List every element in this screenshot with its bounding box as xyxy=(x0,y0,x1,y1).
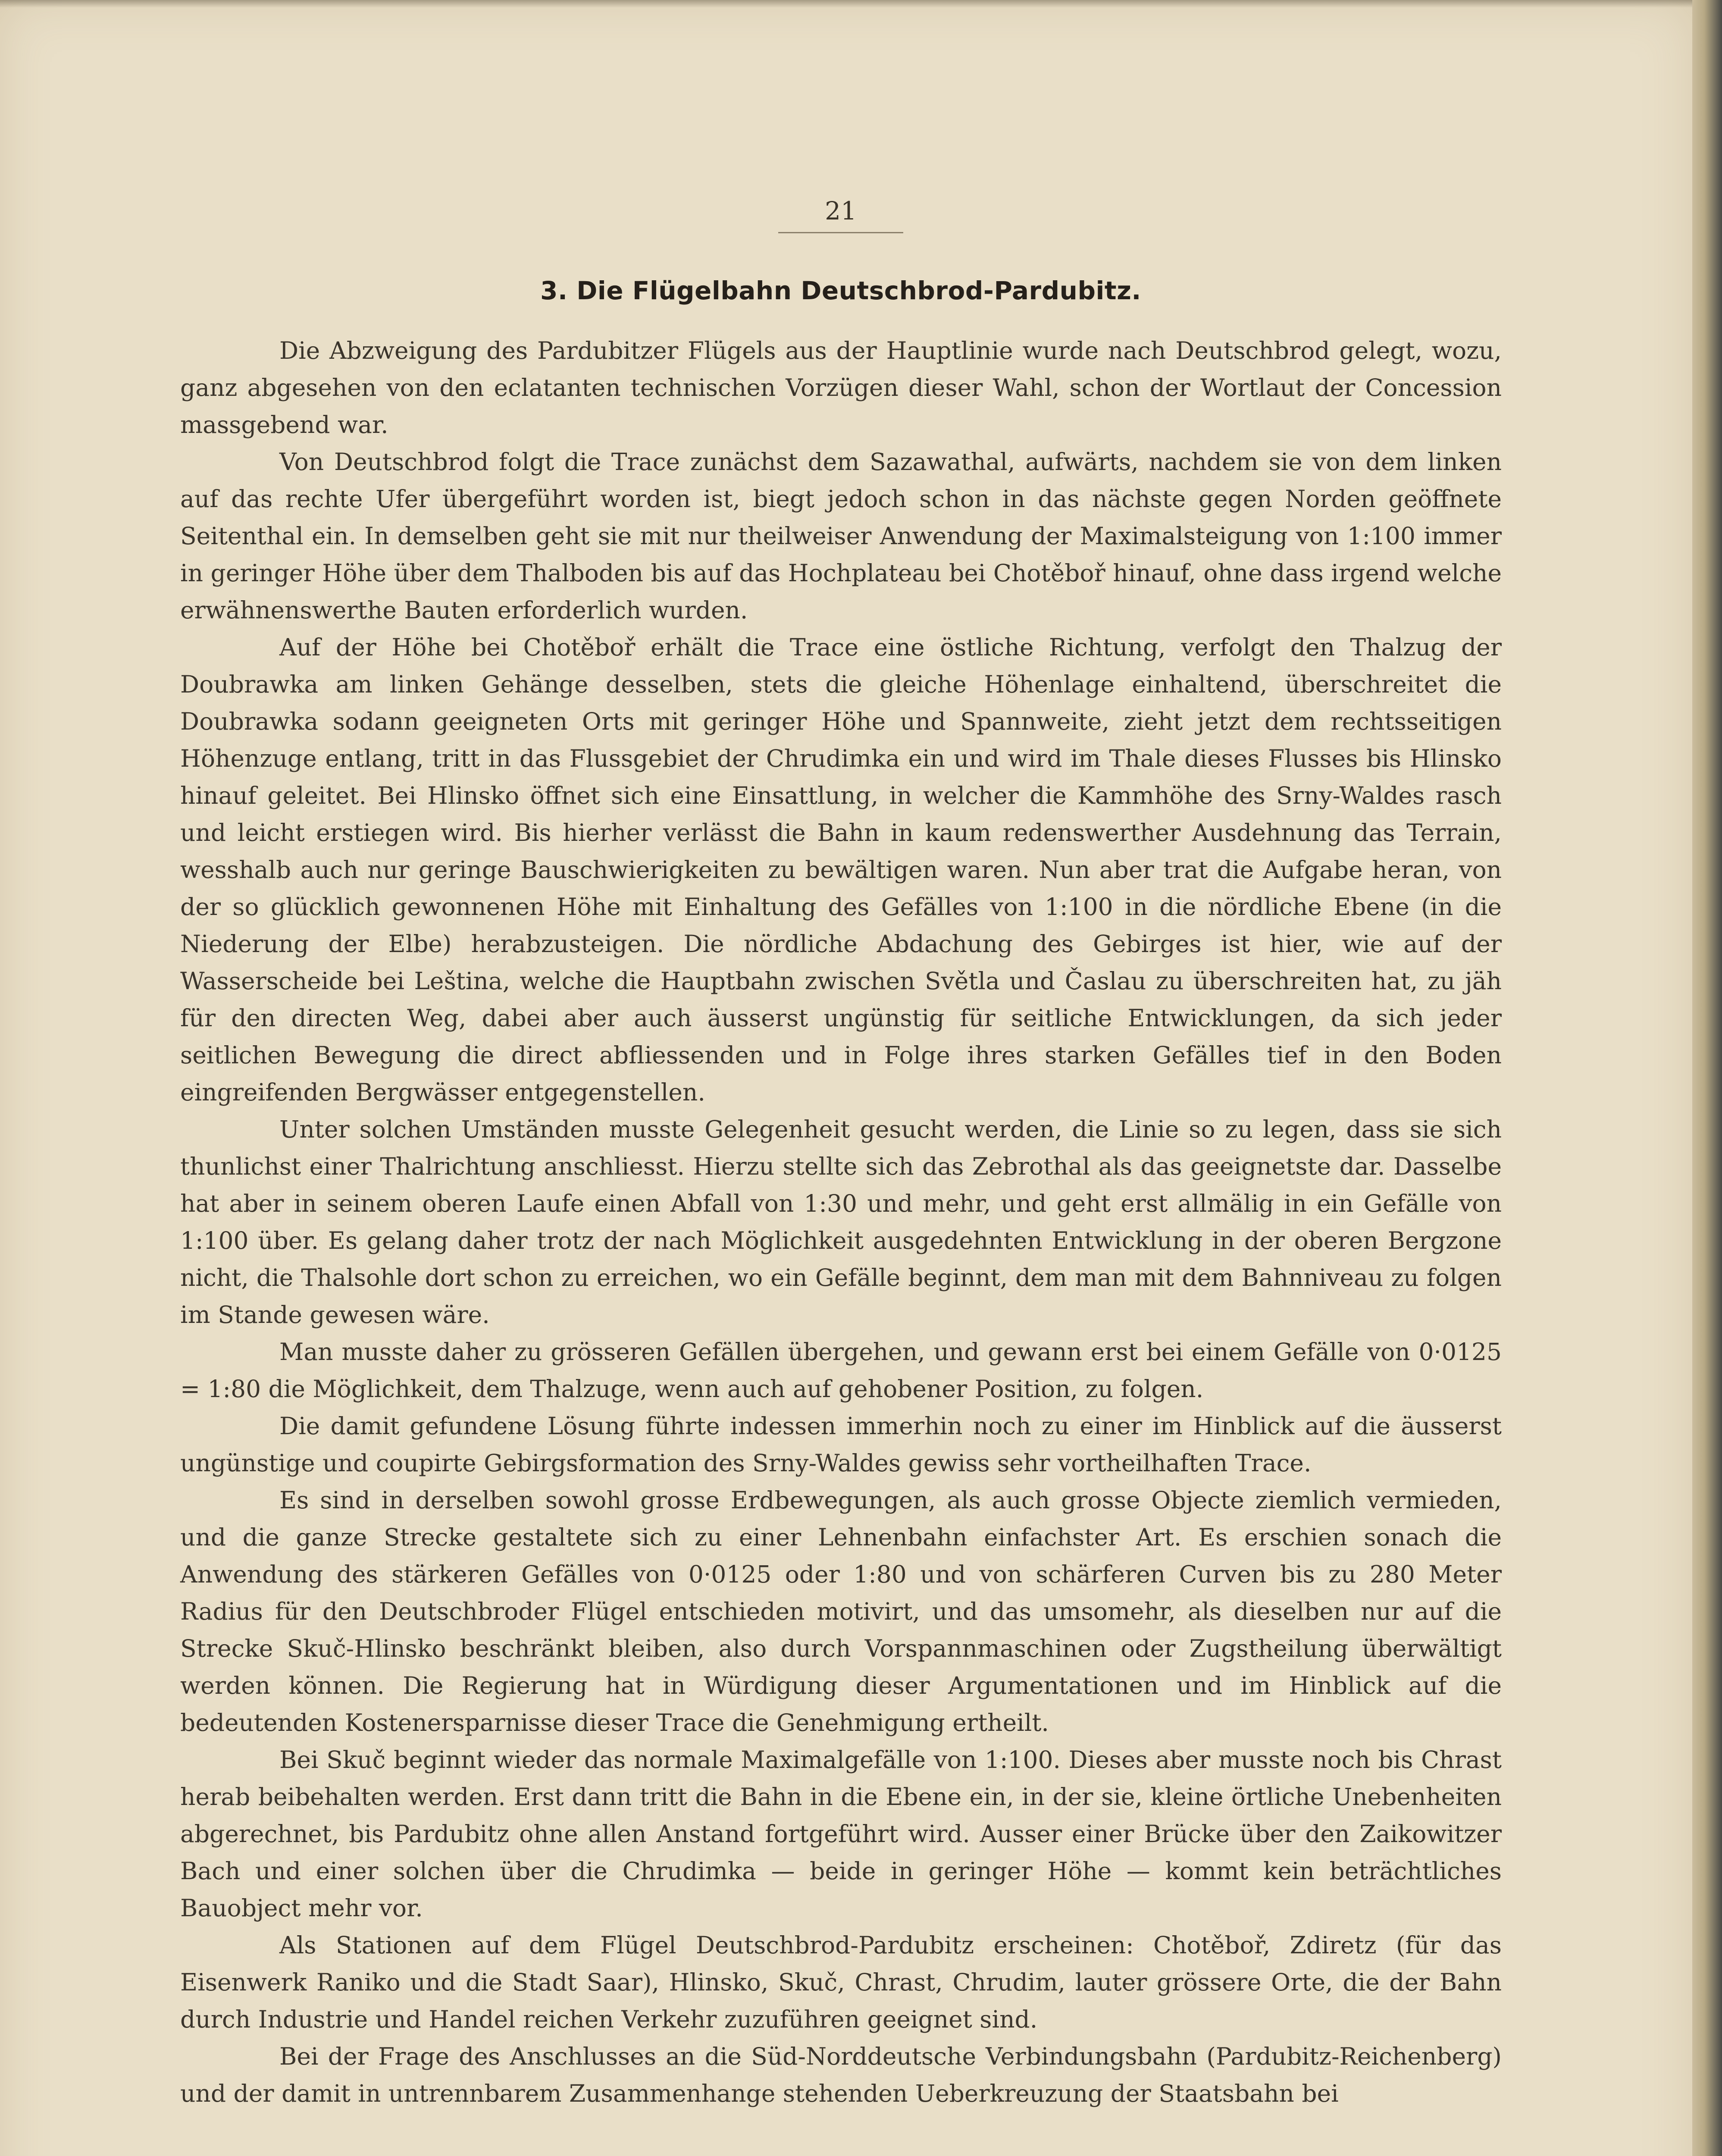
paragraph: Die damit gefundene Lösung führte indessen immerhin noch zu einer im Hinblick auf die äusserst ungünstige und coupirte Gebirgsformation des Srny-Waldes gewiss sehr vortheilhaften Trace. xyxy=(180,1412,1502,1477)
page-top-shadow xyxy=(0,0,1692,8)
body-text xyxy=(180,332,1502,2112)
paragraph: Auf der Höhe bei Chotěboř erhält die Trace eine östliche Richtung, verfolgt den Thalzug der Doubrawka am linken Gehänge desselben, stets die gleiche Höhenlage einhaltend, überschreitet die Doubrawka sodann geeigneten Orts mit geringer Höhe und Spannweite, zieht jetzt dem rechtsseitigen Höhenzuge entlang, tritt in das Flussgebiet der Chrudimka ein und wird im Thale dieses Flusses bis Hlinsko hinauf geleitet. Bei Hlinsko öffnet sich eine Einsattlung, in welcher die Kammhöhe des Srny-Waldes rasch und leicht erstiegen wird. Bis hierher verlässt die Bahn in kaum redenswerther Ausdehnung das Terrain, wesshalb auch nur geringe Bauschwierigkeiten zu bewältigen waren. Nun aber trat die Aufgabe heran, von der so glücklich gewonnenen Höhe mit Einhaltung des Gefälles von 1:100 in die nördliche Ebene (in die Niederung der Elbe) herabzusteigen. Die nördliche Abdachung des Gebirges ist hier, wie auf der Wasserscheide bei Leština, welche die Hauptbahn zwischen Světla und Časlau zu überschreiten hat, zu jäh für den directen Weg, dabei aber auch äusserst ungünstig für seitliche Entwicklungen, da sich jeder seitlichen Bewegung die direct abfliessenden und in Folge ihres starken Gefälles tief in den Boden eingreifenden Bergwässer entgegenstellen. xyxy=(180,633,1502,1106)
paragraph: Man musste daher zu grösseren Gefällen übergehen, und gewann erst bei einem Gefälle von 0·0125 = 1:80 die Möglichkeit, dem Thalzuge, wenn auch auf gehobener Position, zu folgen. xyxy=(180,1338,1502,1403)
paragraph: Als Stationen auf dem Flügel Deutschbrod-Pardubitz erscheinen: Chotěboř, Zdiretz (für das Eisenwerk Raniko und die Stadt Saar), Hlinsko, Skuč, Chrast, Chrudim, lauter grössere Orte, die der Bahn durch Industrie und Handel reichen Verkehr zuzuführen geeignet sind. xyxy=(180,1931,1502,2033)
paragraph: Von Deutschbrod folgt die Trace zunächst dem Sazawathal, aufwärts, nachdem sie von dem linken auf das rechte Ufer übergeführt worden ist, biegt jedoch schon in das nächste gegen Norden geöffnete Seitenthal ein. In demselben geht sie mit nur theilweiser Anwendung der Maximalsteigung von 1:100 immer in geringer Höhe über dem Thalboden bis auf das Hochplateau bei Chotěboř hinauf, ohne dass irgend welche erwähnenswerthe Bauten erforderlich wurden. xyxy=(180,448,1502,624)
section-heading: 3. Die Flügelbahn Deutschbrod-Pardubitz. xyxy=(540,276,1141,305)
page-number-rule xyxy=(778,232,903,233)
paragraph: Es sind in derselben sowohl grosse Erdbewegungen, als auch grosse Objecte ziemlich vermieden, und die ganze Strecke gestaltete sich zu einer Lehnenbahn einfachster Art. Es erschien sonach die Anwendung des stärkeren Gefälles von 0·0125 oder 1:80 und von schärferen Curven bis zu 280 Meter Radius für den Deutschbroder Flügel entschieden motivirt, und das umsomehr, als dieselben nur auf die Strecke Skuč-Hlinsko beschränkt bleiben, also durch Vorspannmaschinen oder Zugstheilung überwältigt werden können. Die Regierung hat in Würdigung dieser Argumentationen und im Hinblick auf die bedeutenden Kostenersparnisse dieser Trace die Genehmigung ertheilt. xyxy=(180,1486,1502,1736)
paragraph: Die Abzweigung des Pardubitzer Flügels aus der Hauptlinie wurde nach Deutschbrod gelegt, wozu, ganz abgesehen von den eclatanten technischen Vorzügen dieser Wahl, schon der Wortlaut der Concession massgebend war. xyxy=(180,337,1502,439)
paragraph: Bei Skuč beginnt wieder das normale Maximalgefälle von 1:100. Dieses aber musste noch bis Chrast herab beibehalten werden. Erst dann tritt die Bahn in die Ebene ein, in der sie, kleine örtliche Unebenheiten abgerechnet, bis Pardubitz ohne allen Anstand fortgeführt wird. Ausser einer Brücke über den Zaikowitzer Bach und einer solchen über die Chrudimka — beide in geringer Höhe — kommt kein beträchtliches Bauobject mehr vor. xyxy=(180,1746,1502,1922)
paragraph: Bei der Frage des Anschlusses an die Süd-Norddeutsche Verbindungsbahn (Pardubitz-Reichenberg) und der damit in untrennbarem Zusammenhange stehenden Ueberkreuzung der Staatsbahn bei xyxy=(180,2043,1502,2107)
book-edge xyxy=(1692,0,1722,2156)
page-number: 21 xyxy=(825,196,857,226)
paragraph: Unter solchen Umständen musste Gelegenheit gesucht werden, die Linie so zu legen, dass sie sich thunlichst einer Thalrichtung anschliesst. Hierzu stellte sich das Zebrothal als das geeignetste dar. Dasselbe hat aber in seinem oberen Laufe einen Abfall von 1:30 und mehr, und geht erst allmälig in ein Gefälle von 1:100 über. Es gelang daher trotz der nach Möglichkeit ausgedehnten Entwicklung in der oberen Bergzone nicht, die Thalsohle dort schon zu erreichen, wo ein Gefälle beginnt, dem man mit dem Bahnniveau zu folgen im Stande gewesen wäre. xyxy=(180,1116,1502,1329)
